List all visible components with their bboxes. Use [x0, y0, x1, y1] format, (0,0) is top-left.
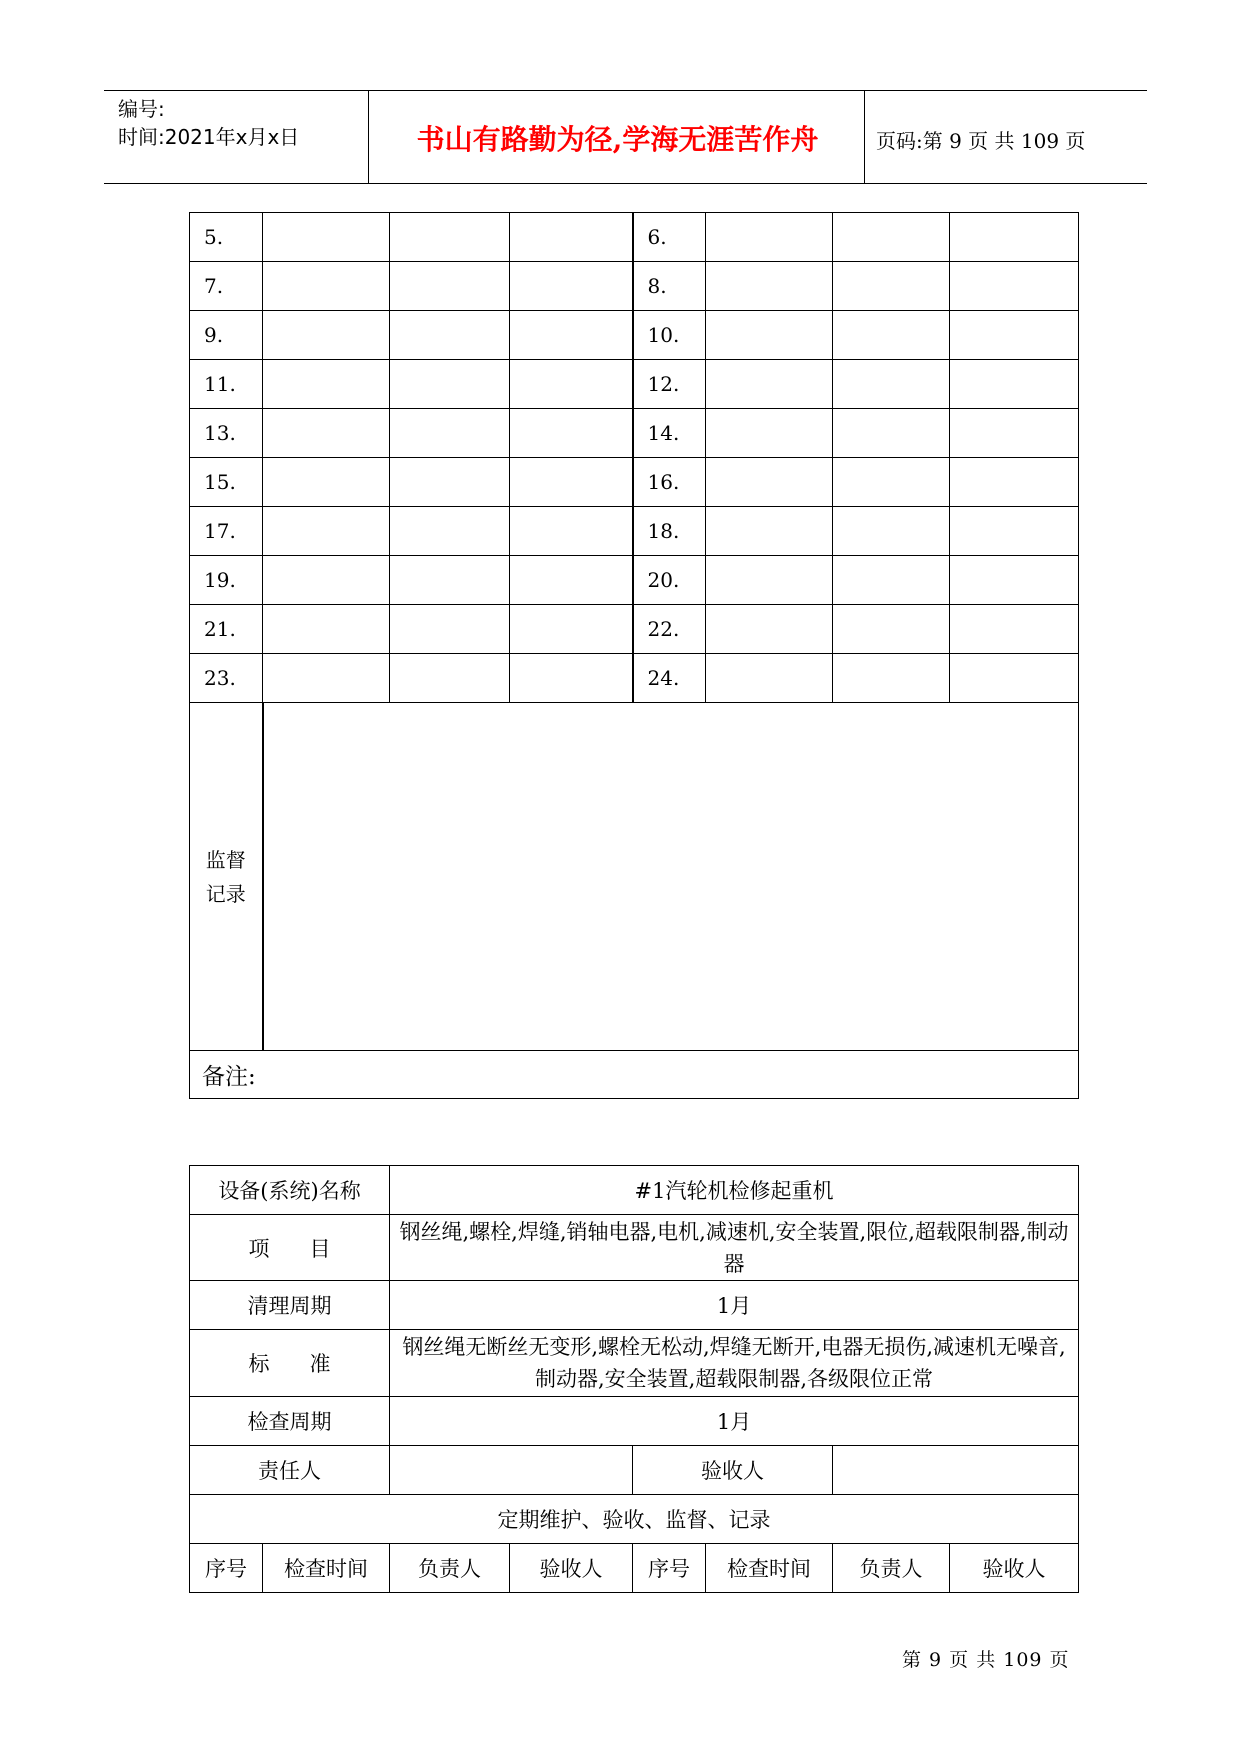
row-number: 8. [633, 262, 706, 311]
responsible-label: 责任人 [190, 1446, 390, 1495]
acceptor-cell[interactable] [510, 507, 633, 556]
clean-period-label: 清理周期 [190, 1281, 390, 1330]
supervision-row [190, 703, 1079, 1051]
acceptor-cell[interactable] [950, 458, 1079, 507]
check-time-cell[interactable] [263, 507, 390, 556]
remark-label: 备注: [190, 1051, 1079, 1099]
header-motto: 书山有路勤为径,学海无涯苦作舟 [416, 123, 819, 156]
footer-page-number: 第 9 页 共 109 页 [902, 1649, 1070, 1671]
responsible-cell[interactable] [833, 409, 950, 458]
row-number: 10. [633, 311, 706, 360]
acceptor-value[interactable] [833, 1446, 1079, 1495]
acceptor-cell[interactable] [510, 409, 633, 458]
column-header: 序号 [633, 1544, 706, 1593]
column-header: 检查时间 [263, 1544, 390, 1593]
check-time-cell[interactable] [706, 262, 833, 311]
row-number: 23. [190, 654, 263, 703]
acceptor-label: 验收人 [633, 1446, 833, 1495]
section-title-row [190, 1495, 1079, 1544]
check-time-cell[interactable] [263, 556, 390, 605]
acceptor-cell[interactable] [510, 605, 633, 654]
check-period-label: 检查周期 [190, 1397, 390, 1446]
column-header-row [190, 1544, 1079, 1593]
check-time-cell[interactable] [263, 458, 390, 507]
responsible-cell[interactable] [833, 654, 950, 703]
responsible-cell[interactable] [390, 360, 510, 409]
row-number: 24. [633, 654, 706, 703]
check-time-cell[interactable] [706, 409, 833, 458]
row-number: 9. [190, 311, 263, 360]
check-time-cell[interactable] [263, 409, 390, 458]
row-number: 22. [633, 605, 706, 654]
item-label: 项 目 [190, 1215, 390, 1281]
acceptor-cell[interactable] [950, 311, 1079, 360]
acceptor-cell[interactable] [510, 556, 633, 605]
check-time-cell[interactable] [706, 556, 833, 605]
acceptor-cell[interactable] [510, 654, 633, 703]
device-name-label: 设备(系统)名称 [190, 1166, 390, 1215]
column-header: 负责人 [833, 1544, 950, 1593]
header-divider-left [368, 90, 369, 184]
table-row [190, 507, 1079, 556]
table-row [190, 458, 1079, 507]
acceptor-cell[interactable] [950, 360, 1079, 409]
acceptor-cell[interactable] [950, 409, 1079, 458]
check-time-cell[interactable] [263, 654, 390, 703]
check-time-cell[interactable] [263, 213, 390, 262]
equipment-maintenance-table [189, 1165, 1079, 1593]
device-name-value: #1汽轮机检修起重机 [390, 1166, 1079, 1215]
check-time-cell[interactable] [706, 654, 833, 703]
item-row [190, 1215, 1079, 1281]
row-number: 11. [190, 360, 263, 409]
header-top-rule [104, 90, 1147, 91]
responsible-cell[interactable] [833, 213, 950, 262]
header-bottom-rule [104, 183, 1147, 184]
table-row [190, 311, 1079, 360]
responsible-row [190, 1446, 1079, 1495]
device-name-row [190, 1166, 1079, 1215]
acceptor-cell[interactable] [950, 213, 1079, 262]
row-number: 6. [633, 213, 706, 262]
row-number: 14. [633, 409, 706, 458]
acceptor-cell[interactable] [950, 262, 1079, 311]
remark-row [190, 1051, 1079, 1099]
row-number: 12. [633, 360, 706, 409]
responsible-cell[interactable] [390, 409, 510, 458]
inspection-record-table [189, 212, 1079, 1099]
row-number: 13. [190, 409, 263, 458]
supervision-record-area[interactable] [263, 703, 1079, 1051]
column-header: 验收人 [510, 1544, 633, 1593]
check-time-cell[interactable] [706, 213, 833, 262]
responsible-cell[interactable] [390, 262, 510, 311]
standard-label: 标 准 [190, 1330, 390, 1397]
acceptor-cell[interactable] [510, 360, 633, 409]
check-period-value: 1月 [390, 1397, 1079, 1446]
header-page-number: 页码:第 9 页 共 109 页 [876, 129, 1086, 153]
responsible-cell[interactable] [833, 262, 950, 311]
check-time-cell[interactable] [706, 311, 833, 360]
row-number: 21. [190, 605, 263, 654]
responsible-cell[interactable] [390, 213, 510, 262]
row-number: 17. [190, 507, 263, 556]
check-time-cell[interactable] [706, 360, 833, 409]
item-value: 钢丝绳,螺栓,焊缝,销轴电器,电机,减速机,安全装置,限位,超载限制器,制动器 [390, 1215, 1079, 1281]
table-row [190, 213, 1079, 262]
serial-number-label: 编号: [118, 97, 165, 121]
acceptor-cell[interactable] [510, 213, 633, 262]
acceptor-cell[interactable] [510, 458, 633, 507]
responsible-value[interactable] [390, 1446, 633, 1495]
table-row [190, 556, 1079, 605]
row-number: 5. [190, 213, 263, 262]
responsible-cell[interactable] [390, 605, 510, 654]
responsible-cell[interactable] [390, 654, 510, 703]
responsible-cell[interactable] [833, 311, 950, 360]
row-number: 18. [633, 507, 706, 556]
clean-period-row [190, 1281, 1079, 1330]
check-time-cell[interactable] [706, 507, 833, 556]
standard-value: 钢丝绳无断丝无变形,螺栓无松动,焊缝无断开,电器无损伤,减速机无噪音,制动器,安全装置,超载限制器,各级限位正常 [390, 1330, 1079, 1397]
table-row [190, 605, 1079, 654]
acceptor-cell[interactable] [510, 311, 633, 360]
row-number: 20. [633, 556, 706, 605]
responsible-cell[interactable] [833, 605, 950, 654]
acceptor-cell[interactable] [950, 556, 1079, 605]
responsible-cell[interactable] [833, 458, 950, 507]
acceptor-cell[interactable] [950, 654, 1079, 703]
acceptor-cell[interactable] [510, 262, 633, 311]
acceptor-cell[interactable] [950, 507, 1079, 556]
check-time-cell[interactable] [706, 458, 833, 507]
column-header: 负责人 [390, 1544, 510, 1593]
responsible-cell[interactable] [390, 311, 510, 360]
row-number: 16. [633, 458, 706, 507]
supervision-label-line2: 记录 [205, 881, 246, 906]
responsible-cell[interactable] [390, 507, 510, 556]
table-row [190, 262, 1079, 311]
check-time-cell[interactable] [263, 262, 390, 311]
responsible-cell[interactable] [833, 360, 950, 409]
standard-row [190, 1330, 1079, 1397]
responsible-cell[interactable] [390, 556, 510, 605]
column-header: 检查时间 [706, 1544, 833, 1593]
acceptor-cell[interactable] [950, 605, 1079, 654]
row-number: 19. [190, 556, 263, 605]
table-row [190, 654, 1079, 703]
responsible-cell[interactable] [833, 556, 950, 605]
clean-period-value: 1月 [390, 1281, 1079, 1330]
table-row [190, 360, 1079, 409]
column-header: 验收人 [950, 1544, 1079, 1593]
check-time-cell[interactable] [263, 311, 390, 360]
section-title: 定期维护、验收、监督、记录 [190, 1495, 1079, 1544]
responsible-cell[interactable] [390, 458, 510, 507]
table-row [190, 409, 1079, 458]
supervision-record-label [190, 703, 263, 1051]
date-label: 时间:2021年x月x日 [118, 125, 300, 149]
column-header: 序号 [190, 1544, 263, 1593]
row-number: 15. [190, 458, 263, 507]
row-number: 7. [190, 262, 263, 311]
check-time-cell[interactable] [706, 605, 833, 654]
responsible-cell[interactable] [833, 507, 950, 556]
check-time-cell[interactable] [263, 360, 390, 409]
check-period-row [190, 1397, 1079, 1446]
check-time-cell[interactable] [263, 605, 390, 654]
supervision-label-line1: 监督 [205, 847, 246, 872]
